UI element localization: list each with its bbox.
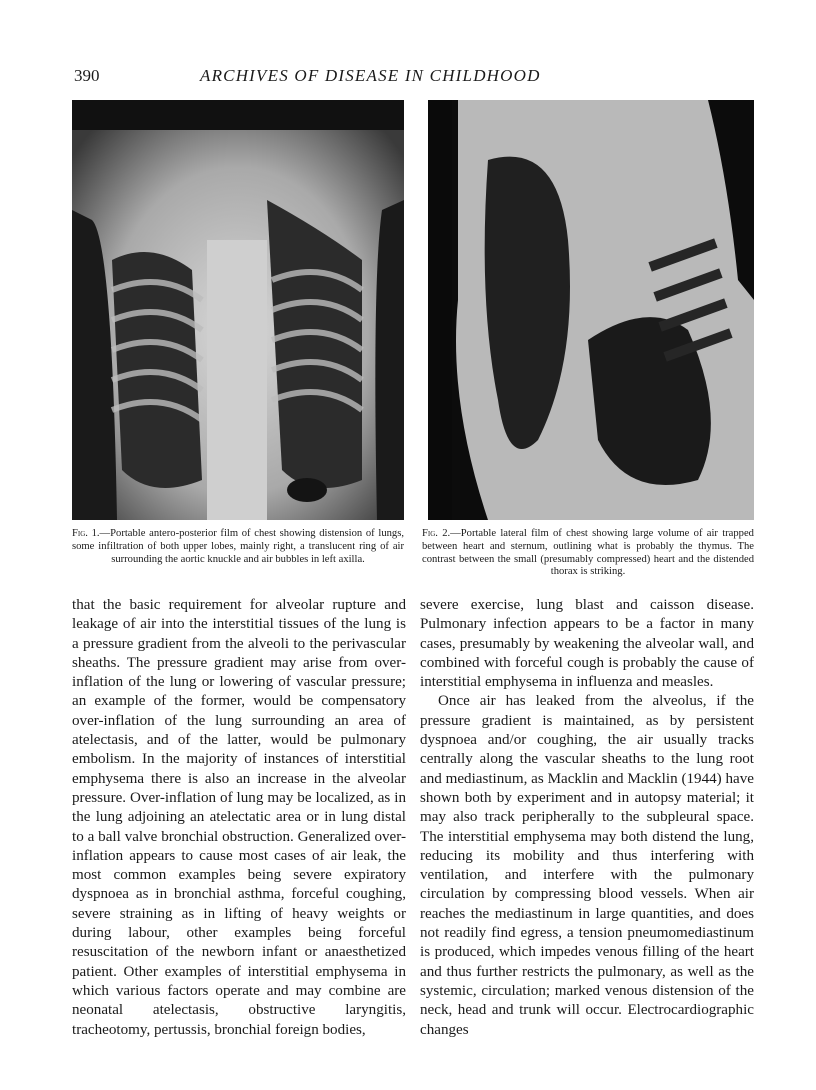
figure-2-caption [422,528,754,579]
figure-1-caption-text: —Portable antero-posterior film of chest showing distension of lungs, some infiltration of both upper lobes, mainly right, a translucent ring of air surrounding the aortic knuckle and air bubbles in left axilla. [72,528,404,565]
figure-1-caption [72,528,404,566]
figure-1-xray-image [72,100,404,520]
figure-2-xray-image [428,100,754,520]
paragraph: that the basic requirement for alveolar rupture and leakage of air into the interstitial tissues of the lung is a pressure gradient from the alveoli to the perivascular sheaths. The pressure gradient may arise from over-inflation of the lung or lowering of vascular pressure; an example of the former, would be compensatory over-inflation of the lung surrounding an area of atelectasis, and of the latter, would be pulmonary embolism. In the majority of instances of interstitial emphysema there is also an increase in the alveolar pressure. Over-inflation of lung may be localized, as in the lung adjoining an atelectatic area or in lung distal to a ball valve bronchial obstruction. Generalized over-inflation appears to cause most cases of air leak, the most common examples being severe expiratory dyspnoea as in bronchial asthma, forceful coughing, severe straining as in lifting of heavy weights or during labour, other examples being forceful resuscitation of the newborn infant or anaesthetized patient. Other examples of interstitial emphysema in which various factors operate and may combine are neonatal atelectasis, obstructive laryngitis, tracheotomy, pertussis, bronchial foreign bodies, [72,597,406,1038]
body-column-left [72,596,406,1040]
figure-1-label: Fig. 1. [72,528,100,539]
paragraph: Once air has leaked from the alveolus, if the pressure gradient is maintained, as by persistent dyspnoea and/or coughing, the air usually tracks centrally along the vascular sheaths to the lung root and mediastinum, as Macklin and Macklin (1944) have shown both by experiment and in autopsy material; it may also track peripherally to the subpleural space. The interstitial emphysema may both distend the lung, reducing its mobility and thus interfering with ventilation, and interfere with the pulmonary circulation by compressing blood vessels. When air reaches the mediastinum in large quantities, and does not readily find egress, a tension pneumomediastinum is produced, which impedes venous filling of the heart and thus further restricts the pulmonary, as well as the systemic, circulation; marked venous distension of the neck, head and trunk will occur. Electrocardiographic changes [420,693,754,1038]
journal-running-head: ARCHIVES OF DISEASE IN CHILDHOOD [200,66,541,85]
body-column-right [420,596,754,1040]
page-number: 390 [74,66,100,85]
figure-2-label: Fig. 2. [422,528,451,539]
paragraph: severe exercise, lung blast and caisson disease. Pulmonary infection appears to be a factor in many cases, presumably by weakening the alveolar wall, and combined with forceful cough is probably the cause of interstitial emphysema in influenza and measles. [420,597,754,691]
figure-2-caption-text: —Portable lateral film of chest showing large volume of air trapped between heart and sternum, outlining what is probably the thymus. The contrast between the small (presumably compressed) heart and the distended thorax is striking. [422,528,754,578]
